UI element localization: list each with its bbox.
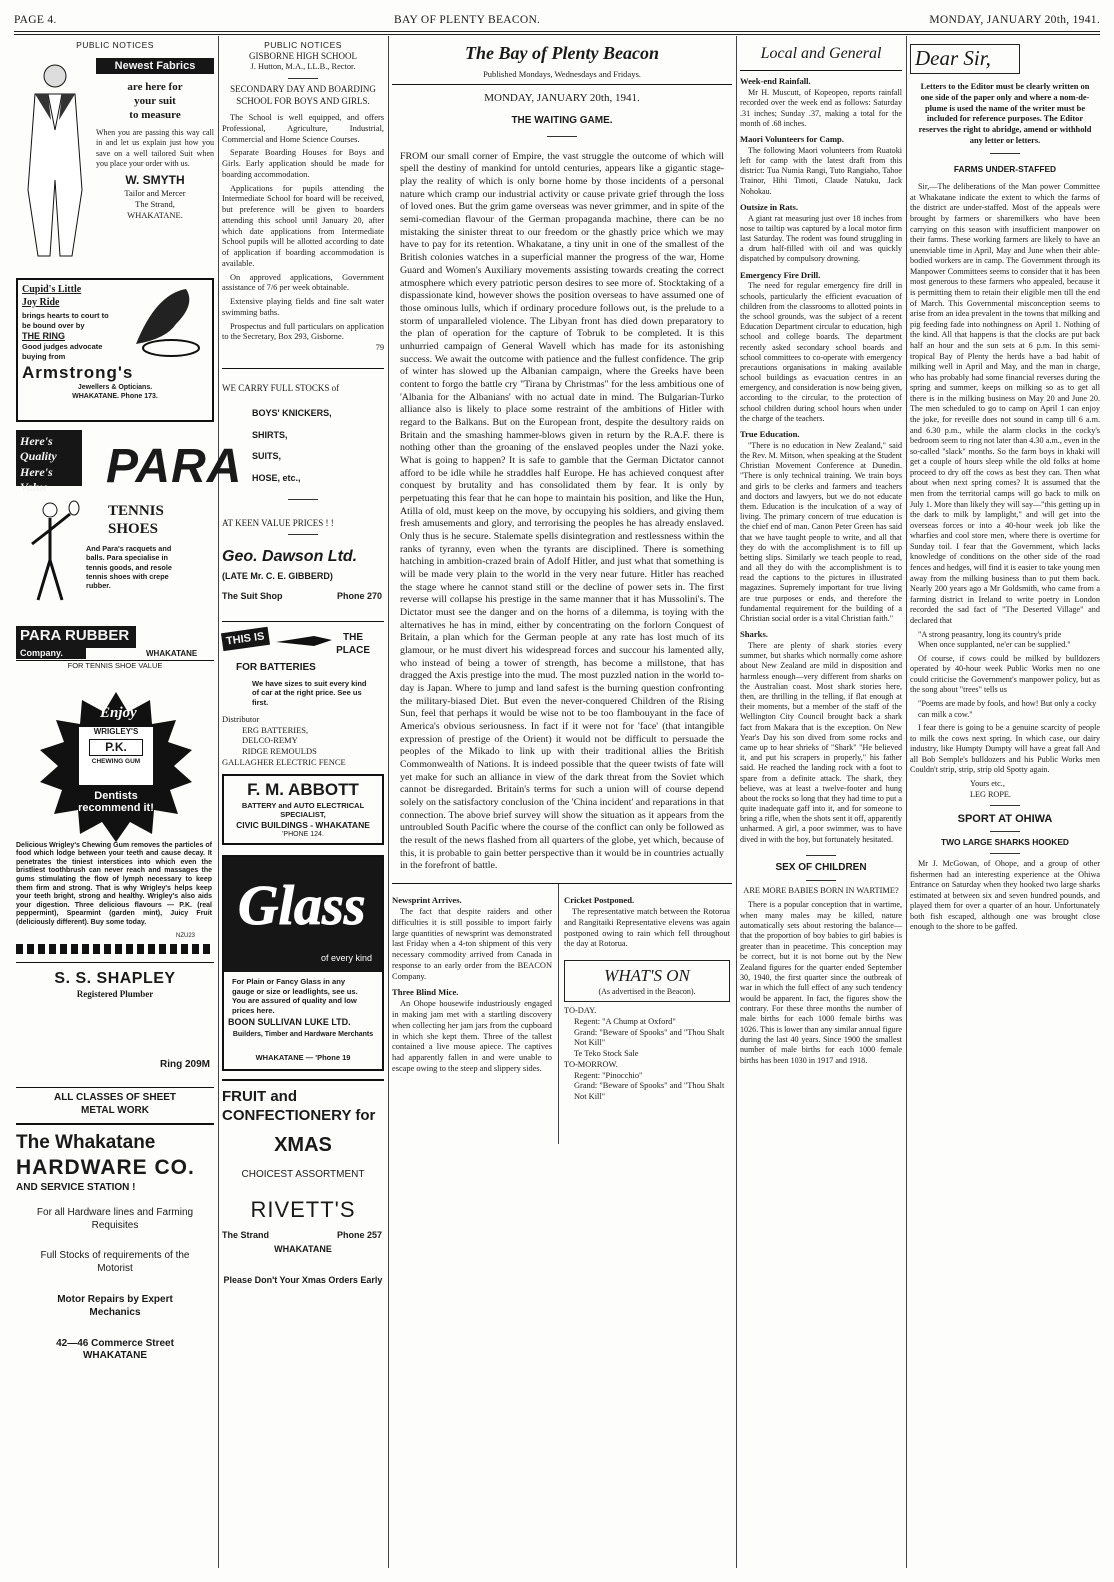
abbott-sizes: We have sizes to suit every kind of car at the right price. See us first. — [252, 678, 367, 708]
gisborne-school-notice — [222, 51, 384, 354]
letter-body: Of course, if cows could be milked by bulldozers operated by 40-hour week Public Works men no one could criticise the Government's manpower policy, but as the song about "trees" tells us — [910, 653, 1100, 695]
armstrong-address: WHAKATANE. Phone 173. — [72, 393, 158, 401]
dawson-item: BOYS' KNICKERS, — [252, 408, 332, 419]
this-is-badge — [221, 627, 270, 651]
hardware-line: For all Hardware lines and Farming Requisites — [36, 1206, 194, 1231]
abbott-spec: BATTERY and AUTO ELECTRICAL SPECIALIST, — [241, 800, 365, 820]
place-text: PLACE — [336, 644, 370, 656]
column-letters — [910, 40, 1100, 1568]
column-local-general — [740, 40, 902, 1568]
school-name: GISBORNE HIGH SCHOOL — [248, 50, 357, 61]
rivett-name: RIVETT'S — [250, 1196, 356, 1222]
column-divider — [736, 36, 737, 1568]
glass-firm: BOON SULLIVAN LUKE LTD. — [228, 1016, 351, 1027]
column-divider — [388, 36, 389, 1568]
wrigley-pk: P.K. — [89, 739, 143, 756]
cupid-ring-icon — [126, 284, 206, 358]
public-notices-heading: PUBLIC NOTICES — [264, 40, 342, 50]
glass-ad — [222, 855, 384, 1071]
the-text: THE — [343, 632, 364, 643]
abbott-box — [222, 774, 384, 845]
hardware-title: The Whakatane — [16, 1131, 156, 1153]
rivett-title: CONFECTIONERY for — [222, 1106, 376, 1124]
shapley-ad — [16, 962, 214, 1123]
gentleman-suit-icon — [20, 60, 90, 260]
wrigley-pack — [78, 726, 154, 786]
column-divider — [218, 36, 219, 1568]
dawson-late: (LATE Mr. C. E. GIBBERD) — [222, 571, 333, 582]
para-body: And Para's racquets and balls. Para specialise in tennis goods, and resole tennis shoes with crepe rubber. — [86, 543, 172, 591]
today-item: Grand: "Beware of Spooks" and "Thou Shalt Not Kill" — [574, 1027, 725, 1048]
letter-body: Sir,—The deliberations of the Man power Committee at Whakatane indicate the extent to which the farms of the district are under-staffed. Most of the appeals were brought by farmers or sharemilkers who have been carrying on this season with insufficient manpower on their farms. These working farmers are likely to have an unenviable time in April, May and June when their able-bodied workers are in camp. The Government through its Manpower Committees seems to consider that it has been most generous to these farmers who appealed, because it is permitting them to retain their eligible men till the end of March. This Governmental misconception seems to arise from an idea prevalent in the towns that milking and pig feeding fade into nothingness on April 1. Nothing of the kind. All that happens is that the clocks are put back half an hour and the sun sets at 6 p.m. In this semi-tropical Bay of Plenty the herds have a bad habit of milking well in April and May, and the man in charge, who has probably had some financial reverses during the spring and summer, keeps on milking so as to get all there is in the milking business on May 20 and June 20. The men scheduled to go to camp on April 1 can enjoy the joke, for reveille does not sound in camp till 6 a.m. and 6.30 p.m., while the alarm clocks in the cocky's bedroom seem to ring not later than 4.30 a.m., even in the so-called "slack" months. So the farm boys in khaki will get a couple of hours sleep while the old folks at home proceed to dry off the cows as best they can. Then what about when next spring comes? It is assumed that the men from the territorial camps will go back to milk on July 1. More than likely they will say—"this getting up in the dark to milk by lamplight," and will get into the overseas forces or into a 40-hour week job like the wharfies and cool store men, where there is overtime for Sunday toil. I fear that the Government, which lacks knowledge of conditions on the other side of the road fences and hedges, will find it is easier to take young men away from the milking business than to put them back. Nearly 200 years ago a Mr Goldsmith, who came from a farming district in Ireland to write poetry in London recorded the sad fact of "The Deserted Village" and declared that — [910, 182, 1100, 625]
item-heading: True Education. — [740, 429, 800, 440]
item-body: Mr H. Muscutt, of Kopeopeo, reports rainfall recorded over the week end as follows: Saturday .31 inches; Sunday .37, making a total for the month of .68 inches. — [740, 88, 902, 128]
today-heading: TO-DAY. — [564, 1006, 597, 1016]
glass-address: WHAKATANE — 'Phone 19 — [255, 1052, 351, 1062]
abbott-line: ERG BATTERIES, — [242, 724, 309, 735]
letter-signature: LEG ROPE. — [970, 789, 1011, 799]
news-heading: Newsprint Arrives. — [392, 895, 462, 906]
hardware-line: Motor Repairs by Expert Mechanics — [57, 1294, 173, 1318]
shapley-ring: Ring 209M — [159, 1058, 210, 1070]
tomorrow-item: Grand: "Beware of Spooks" and "Thou Shalt Not Kill" — [574, 1081, 725, 1102]
notice-number: 79 — [375, 343, 384, 353]
today-item: Te Teko Stock Sale — [574, 1049, 639, 1059]
is-text: IS — [253, 630, 266, 644]
hardware-address: WHAKATANE — [82, 1350, 148, 1362]
tennis-player-icon — [20, 500, 80, 610]
publication-days: Published Mondays, Wednesdays and Fridays. — [392, 69, 732, 85]
armstrong-ad — [16, 278, 214, 422]
whats-on-box — [564, 960, 730, 1002]
letters-rules: Letters to the Editor must be clearly written on one side of the paper only and where a nom-de-plume is used the name of the writer must be included for reference purposes. The Editor reserves the right to abridge, amend or withhold any letter or letters. — [918, 82, 1092, 145]
news-body: The representative match between the Rotorua and Rangitaiki Representative elevens was again postponed owing to rain which fell throughout the day at Rotorua. — [564, 907, 730, 949]
school-title: SECONDARY DAY AND BOARDING SCHOOL FOR BOYS AND GIRLS. — [230, 84, 376, 106]
letter-verse: "A strong peasantry, long its country's pride — [918, 629, 1062, 639]
abbott-name: F. M. ABBOTT — [247, 780, 359, 800]
armstrong-headline: Cupid's Little — [22, 283, 82, 295]
armstrong-ring: THE RING — [22, 330, 66, 341]
dawson-item: SHIRTS, — [252, 429, 288, 440]
wrigley-slogan: Dentists recommend it! — [78, 789, 154, 814]
rivett-title: FRUIT and — [222, 1087, 297, 1105]
glass-every: of every kind — [320, 952, 372, 963]
wrigley-gum: CHEWING GUM — [91, 758, 141, 766]
dear-sir-logo: Dear Sir, — [910, 44, 1020, 74]
shapley-work: METAL WORK — [81, 1104, 149, 1116]
whats-on-sub: (As advertised in the Beacon). — [598, 986, 696, 996]
wrigley-enjoy: Enjoy — [100, 704, 137, 721]
masthead: The Bay of Plenty Beacon — [465, 43, 659, 63]
school-paragraph: The School is well equipped, and offers Professional, Agriculture, Industrial, Commercial and Home Science Courses. — [222, 113, 384, 144]
armstrong-sub: Jewellers & Opticians. — [77, 384, 153, 392]
school-paragraph: Prospectus and full particulars on application to the Secretary, Box 293, Gisborne. — [222, 321, 384, 342]
hardware-line: Full Stocks of requirements of the Motorist — [40, 1250, 190, 1275]
rivett-footer: Please Don't Your Xmas Orders Early — [223, 1275, 383, 1286]
news-heading: Cricket Postponed. — [564, 895, 635, 906]
glass-sub: Builders, Timber and Hardware Merchants — [232, 1030, 374, 1038]
editorial-date: MONDAY, JANUARY 20th, 1941. — [484, 91, 640, 104]
school-paragraph: Applications for pupils attending the Intermediate School for board will be received, but preference will be given to boarders attending this school until January 20, after which date applications from Intermediate School pupils will be allotted according to date of application if boarding accommodation is available. — [222, 183, 384, 268]
smyth-address: WHAKATANE. — [127, 210, 183, 221]
dawson-name: Geo. Dawson Ltd. — [222, 548, 358, 566]
dawson-phone: Phone 270 — [336, 591, 382, 601]
smyth-headline: to measure — [129, 109, 181, 122]
page-number: PAGE 4. — [14, 14, 57, 26]
sex-children-sub: ARE MORE BABIES BORN IN WARTIME? — [743, 885, 899, 895]
para-company: Company. — [16, 648, 86, 660]
shapley-trade: Registered Plumber — [76, 989, 154, 1000]
item-body: The following Maori volunteers from Ruatoki left for camp with the latest draft from this district: Tua Numia Rangi, Tuto Rangiaho, Tahoe Trainor, Hihi Timoti, Claude Natuku, Jack Nohokau. — [740, 145, 902, 196]
rivett-ad — [222, 1079, 384, 1287]
item-body: There are plenty of shark stories every summer, but sharks which normally come ashore about New Zealand are mild in disposition and harmless enough—very different from sharks on the Australian coast. Most shark stories here, then, are thrilling in the telling, if flat enough at their moments, but a member of the staff of the Wellington City Council brought back a shark fact from Makara that is the exception. On New Year's Day his son dived from some rocks and came up to hear shrieks of "Shark" "He believed it, and put his scrapers in properly," his father said. He reached the landing rock with a foot to spare from a definite attack. The shark, they believe, was at least a twelve-footer and hung about the rocks so long that they had time to put a quite inadequate gaff into it, and for someone to bring a rifle, when the shots sent it off, apparently unharmed. A girl, a poor swimmer, was to have dived in with the boy, but fortunately hesitated. — [740, 641, 902, 844]
editorial-title: THE WAITING GAME. — [511, 114, 613, 126]
wrigley-body: Delicious Wrigley's Chewing Gum removes the particles of food which lodge between your teeth and cause decay. It penetrates the tiniest interstices into which even the bristliest toothbrush can never reach and massages the gums stimulating the flow of lymph necessary to keep them firm and strong. That is why Wrigley's helps keep your teeth bright, strong and healthy. Wrigley's also aids your digestion. Three delicious flavours — P.K. (real peppermint), Spearmint (garden mint), Juicy Fruit (deliciously different). Buy some today. — [16, 841, 212, 926]
para-rubber-banner: PARA RUBBER — [16, 626, 136, 648]
abbott-ad — [222, 621, 384, 845]
school-paragraph: Separate Boarding Houses for Boys and Girls. Early application should be made for boarding accommodation. — [222, 148, 384, 179]
sport-title: SPORT AT OHIWA — [957, 813, 1053, 826]
abbott-address: CIVIC BUILDINGS - WHAKATANE — [236, 819, 370, 830]
editorial-body: FROM our small corner of Empire, the vast struggle the outcome of which will spell the destiny of mankind for untold centuries, appears like a gigantic stage-play the reality of which is only borne home by those incidents of a personal nature which cramp our industrial activity or cause private grief through the loss of loved ones. But the grim game overseas was never grimmer, and in spite of the semi-comedian flavour of the German propaganda machine, there can be no mistaking the sinister threat to our freedom or the ghastly price which we may have to pay for its retention. Whakatane, a tiny unit in one of the smallest of the British colonies watches in a superficial manner the progress of the war, Home Guard and Women's Auxiliary movements assisting towards creating the correct atmosphere which every patriotic person desires to see more of. Stocktaking of a dispassionate kind, however shows the position overseas to have assumed one of those ominous lulls, which if ordinary procedure follows out, is the prelude to a storm of unparalleled violence. The Libyan front has died down preparatory to the plan of operation for the capture of Tobruk to be completed. It is this unhurried campaign of General Wavell which has made for its astonishing success. We await the outcome with patience and the fullest confidence. The grip of winter has slowed up the Albanian campaign, where the Greeks have been content to forgo the battle cry "Tirana by Christmas" for the less ambitious one of 'Albania for the Albanians' with no actual date in mind. The Bulgarian-Turko alliance also is likely to place some restraint of the ambitions of Hitler with regard to the Balkans. But on the European front, despite the desultory raids on Britain and the smashing hammer-blows given in return by the R.A.F. there is nothing other than the groaning of the enslaved peoples under the Nazi yoke. What is going to happen? It is safe to gamble that the German Dictator cannot afford to be idle while he straddles half Europe. He has achieved conquest after conquest by brutality and has consolidated them by fear. It is only by perpetuating this fear that he can hope to maintain his position, and like the Hun, Atilla of old, must keep on the move, by occupying his soldiers, and giving them fresh amusements and glory, and terrorising the peoples he has already enslaved. Only thus is he secure. Stalemate spells disintegration and restlessness within the ranks of tyranny, even when the tyrants are disciplined. There is something hatching in ambition-crazed brain of Adolf Hitler, and just what that something is will be made very plain to the world in the very near future. Hitler has reached the stage where he cannot stand still or the decline of power sets in. The first reverse will collapse his prestige in the same manner that it has Mussolini's. The Dictator must see the danger and on the horns of a dilemma, is toying with the alternatives he has in mind, either by concentrating on the forlorn Conquest of Britain, a plan which for the German people at any rate has lost much of its glamour, or he must divert his widespread forces and succour his lamented ally, who instead of being a tower of strength, has become a millstone, that has dragged the Axis prestige into the mud. The most puzzled nation in the world to-day is Japan. Where to jump and land safest is the burning question confronting the military-biased Diet. But even the never-conquered Children of the Rising Sun, feel that perhaps it would be wise not to be too flambouyant in the face of America's obvious seriousness. In fact if it were not for 'face' (that intangible expression of prestige of the Orient) it would not be difficult to persuade the peoples of the Mikado to link up with their traditional allies the British Commonwealth of Nations. It is indeed possible that the queer twists of fate will yet make for such an alliance in view of the dark threat from the Soviet which cannot be disregarded. Britain's terms for such a union will of course depend solely on the satisfactory conclusion of the 'China incident' and reparations in that connection. The above brief survey will show the situation as it appears from the untroubled South Pacific where the course of the conflict can only be followed as the result of the news flashed from all quarters of the globe, yet which, because of this, it is probable to gain better perspective than it would be in countries actually in the forefront of battle. — [400, 150, 724, 872]
glass-body: For Plain or Fancy Glass in any gauge or size or leadlights, see us. You are assured of quality and low prices here. — [232, 976, 358, 1015]
rivett-phone: Phone 257 — [336, 1229, 382, 1240]
pointing-hand-icon — [274, 630, 334, 654]
newspaper-name: BAY OF PLENTY BEACON. — [394, 14, 541, 26]
sport-body: Mr J. McGowan, of Ohope, and a group of other fishermen had an interesting experience at the Ohiwa Entrance on Saturday when they hooked two large sharks estimated at between six and seven hundred pounds, and played them for over a quarter of an hour. Unfortunately both fish escaped, although one was brought close enough to the shore to be gaffed. — [910, 859, 1100, 932]
item-body: The need for regular emergency fire drill in schools, particularly the efficient evacuation of children from the classrooms to allotted points in the school grounds, was the subject of a recent Education Department circular to education, high school and college boards. The department recently asked secondary school boards and school committees to co-operate with emergency precautions organisations in making available school buildings as evacuation centres in an emergency, and consideration is now being given, according to the circular, to the protection of school children during school hours when under the charge of the teachers. — [740, 281, 902, 423]
local-general-title: Local and General — [740, 44, 902, 71]
glass-word: Glass — [238, 874, 366, 937]
hardware-title: HARDWARE CO. — [16, 1156, 195, 1180]
item-heading: Sharks. — [740, 629, 768, 640]
dawson-ad — [222, 368, 384, 607]
column-editorial — [392, 40, 732, 1568]
letter-verse: When once supplanted, ne'er can be supplied." — [918, 640, 1071, 650]
shapley-work: ALL CLASSES OF SHEET — [16, 1087, 214, 1105]
column-divider — [906, 36, 907, 1568]
abbott-distributor: Distributor — [222, 713, 260, 724]
rivett-choice: CHOICEST ASSORTMENT — [241, 1168, 365, 1180]
smyth-address: The Strand, — [135, 199, 175, 210]
item-heading: Maori Volunteers for Camp. — [740, 134, 844, 145]
hardware-ad — [16, 1123, 214, 1363]
smyth-headline: are here for — [127, 80, 183, 93]
item-heading: Outsize in Rats. — [740, 201, 799, 212]
school-rector: J. Hutton, M.A., LL.B., Rector. — [250, 62, 356, 72]
hardware-address: 42—46 Commerce Street — [56, 1337, 174, 1349]
news-body: An Ohope housewife industriously engaged in making jam met with a startling discovery when collecting her jam jars from the cupboard in which she kept them. Three of the tallest contained a live mouse apiece. The captives had apparently fallen in and were unable to escape owing to the steep and slippery sides. — [392, 999, 552, 1073]
news-body: The fact that despite raiders and other difficulties it is still possible to import fairly large quantities of newsprint was demonstrated last Friday when a 4-ton shipment of this very necessary commodity arrived from Canada in response to an early order from the BEACON Company. — [392, 907, 552, 981]
column-notices — [222, 40, 384, 1568]
smyth-name: W. SMYTH — [125, 173, 185, 188]
armstrong-name: Armstrong's — [22, 363, 134, 383]
rivett-xmas: XMAS — [274, 1134, 332, 1157]
dawson-shop: The Suit Shop — [222, 591, 283, 601]
news-heading: Three Blind Mice. — [392, 987, 459, 998]
para-tennis: TENNIS — [108, 502, 164, 519]
item-heading: Week-end Rainfall. — [740, 76, 811, 87]
whats-on-title: WHAT'S ON — [604, 966, 690, 986]
item-body: "There is no education in New Zealand," said the Rev. M. Mitson, when speaking at the Student Christian Movement Conference at Dunedin. "There is only technical training. We train boys and girls to be clerks and farmers and teachers and doctors and lawyers, but we do not educate them. Education is the inculcation of a way of living. The primary concern of true education is the chief end of man. Canon Peter Green has said that we have taught people to write, and all that they do with the accomplishment is to fill up betting slips. Similarly we teach people to read, and all they do with the accomplishment is to read the captions to the pictures in illustrated magazines. Supremely important for true living are true purposes or ends, and therefore the fundamental requirement for the building of a Christian social order is a vital Christian faith." — [740, 440, 902, 624]
dawson-intro: WE CARRY FULL STOCKS of — [222, 382, 340, 393]
letter-body: I fear there is going to be a genuine scarcity of people to milk the cows next spring. In which case, our dairy industry, like Humpty Dumpty will have a great fall And all Bob Semple's bulldozers and his Public Works men Couldn't strip, strip, strip old Spotty again. — [910, 723, 1100, 775]
page-header — [14, 14, 1100, 30]
item-body: A giant rat measuring just over 18 inches from nose to tailtip was captured by a local motor firm last Saturday. The rodent was found struggling in a drum half-filled with oil and was quickly dispatched by compulsory drowning. — [740, 213, 902, 264]
this-text: THIS — [225, 632, 252, 648]
abbott-phone: 'PHONE 124. — [282, 830, 324, 838]
wrigley-brand: WRIGLEY'S — [93, 726, 139, 736]
wrigley-code: NZU23 — [176, 932, 196, 939]
item-heading: Emergency Fire Drill. — [740, 269, 821, 280]
para-footer: FOR TENNIS SHOE VALUE — [16, 660, 214, 671]
public-notices-heading: PUBLIC NOTICES — [76, 40, 154, 50]
header-rule — [14, 31, 1100, 32]
smyth-headline: your suit — [134, 95, 176, 108]
wrigley-ad — [16, 692, 214, 962]
smyth-trade: Tailor and Mercer — [124, 188, 186, 199]
abbott-line: RIDGE REMOULDS — [242, 746, 317, 757]
letter-title: FARMS UNDER-STAFFED — [953, 163, 1057, 174]
wrigley-border — [16, 944, 212, 954]
dawson-keen: AT KEEN VALUE PRICES ! ! — [222, 517, 334, 528]
newest-fabrics-banner: Newest Fabrics — [96, 58, 214, 74]
armstrong-body: brings hearts to court to be bound over by — [22, 311, 109, 331]
rivett-strand: The Strand — [222, 1229, 270, 1240]
dawson-item: SUITS, — [252, 451, 282, 462]
rivett-town: WHAKATANE — [274, 1243, 332, 1254]
smyth-body: When you are passing this way call in and let us explain just how you save on a well tailored Suit when you place your order with us. — [96, 128, 214, 168]
sex-children-title: SEX OF CHILDREN — [775, 861, 867, 873]
header-rule-2 — [14, 34, 1100, 35]
header-date: MONDAY, JANUARY 20th, 1941. — [929, 14, 1100, 26]
dawson-item: HOSE, etc., — [252, 472, 301, 483]
sport-sub: TWO LARGE SHARKS HOOKED — [941, 837, 1069, 848]
abbott-line: DELCO-REMY — [242, 735, 298, 746]
para-quality: Here's Quality — [20, 433, 57, 464]
tomorrow-item: Regent: "Pinocchio" — [574, 1070, 643, 1080]
para-town: WHAKATANE — [146, 648, 198, 658]
para-brand: PARA — [106, 439, 243, 493]
para-value: Here's Value — [20, 464, 53, 494]
for-batteries: FOR BATTERIES — [236, 662, 316, 674]
armstrong-headline: Joy Ride — [22, 296, 60, 308]
hardware-service: AND SERVICE STATION ! — [16, 1182, 136, 1194]
para-shoes: SHOES — [108, 520, 159, 537]
smyth-ad — [16, 54, 214, 264]
sex-children-body: There is a popular conception that in wartime, when many males may be killed, nature automatically sets about restoring the balance—that the proportion of boy babies to girl babies is greater than in peacetime. This conception may be correct, but it is not borne out by the New Zealand figures for the quarter ended September 30, 1940, the first quarter since the outbreak of war in which the full effect of any such tendency would be apparent. In fact, the figures show the contrary. For these three months the number of male births for each 1000 female births was 1026. This is lower than any similar annual figure during the last 40 years. Since 1900 the smallest number of male births for each 1000 female births has been 1030 in 1917 and 1918. — [740, 900, 902, 1065]
school-paragraph: On approved applications, Government assistance of 7/6 per week obtainable. — [222, 272, 384, 293]
shapley-name: S. S. SHAPLEY — [54, 969, 176, 987]
school-paragraph: Extensive playing fields and fine salt water swimming baths. — [222, 297, 384, 317]
tomorrow-heading: TO-MORROW. — [564, 1059, 618, 1069]
armstrong-good: Good judges advocate buying from — [22, 342, 103, 361]
short-news — [392, 883, 732, 1144]
abbott-line: GALLAGHER ELECTRIC FENCE — [222, 757, 346, 768]
today-item: Regent: "A Chump at Oxford" — [574, 1016, 676, 1026]
letter-yours: Yours etc., — [970, 779, 1005, 789]
letter-verse: "Poems are made by fools, and how! But only a cocky can milk a cow." — [918, 699, 1097, 719]
